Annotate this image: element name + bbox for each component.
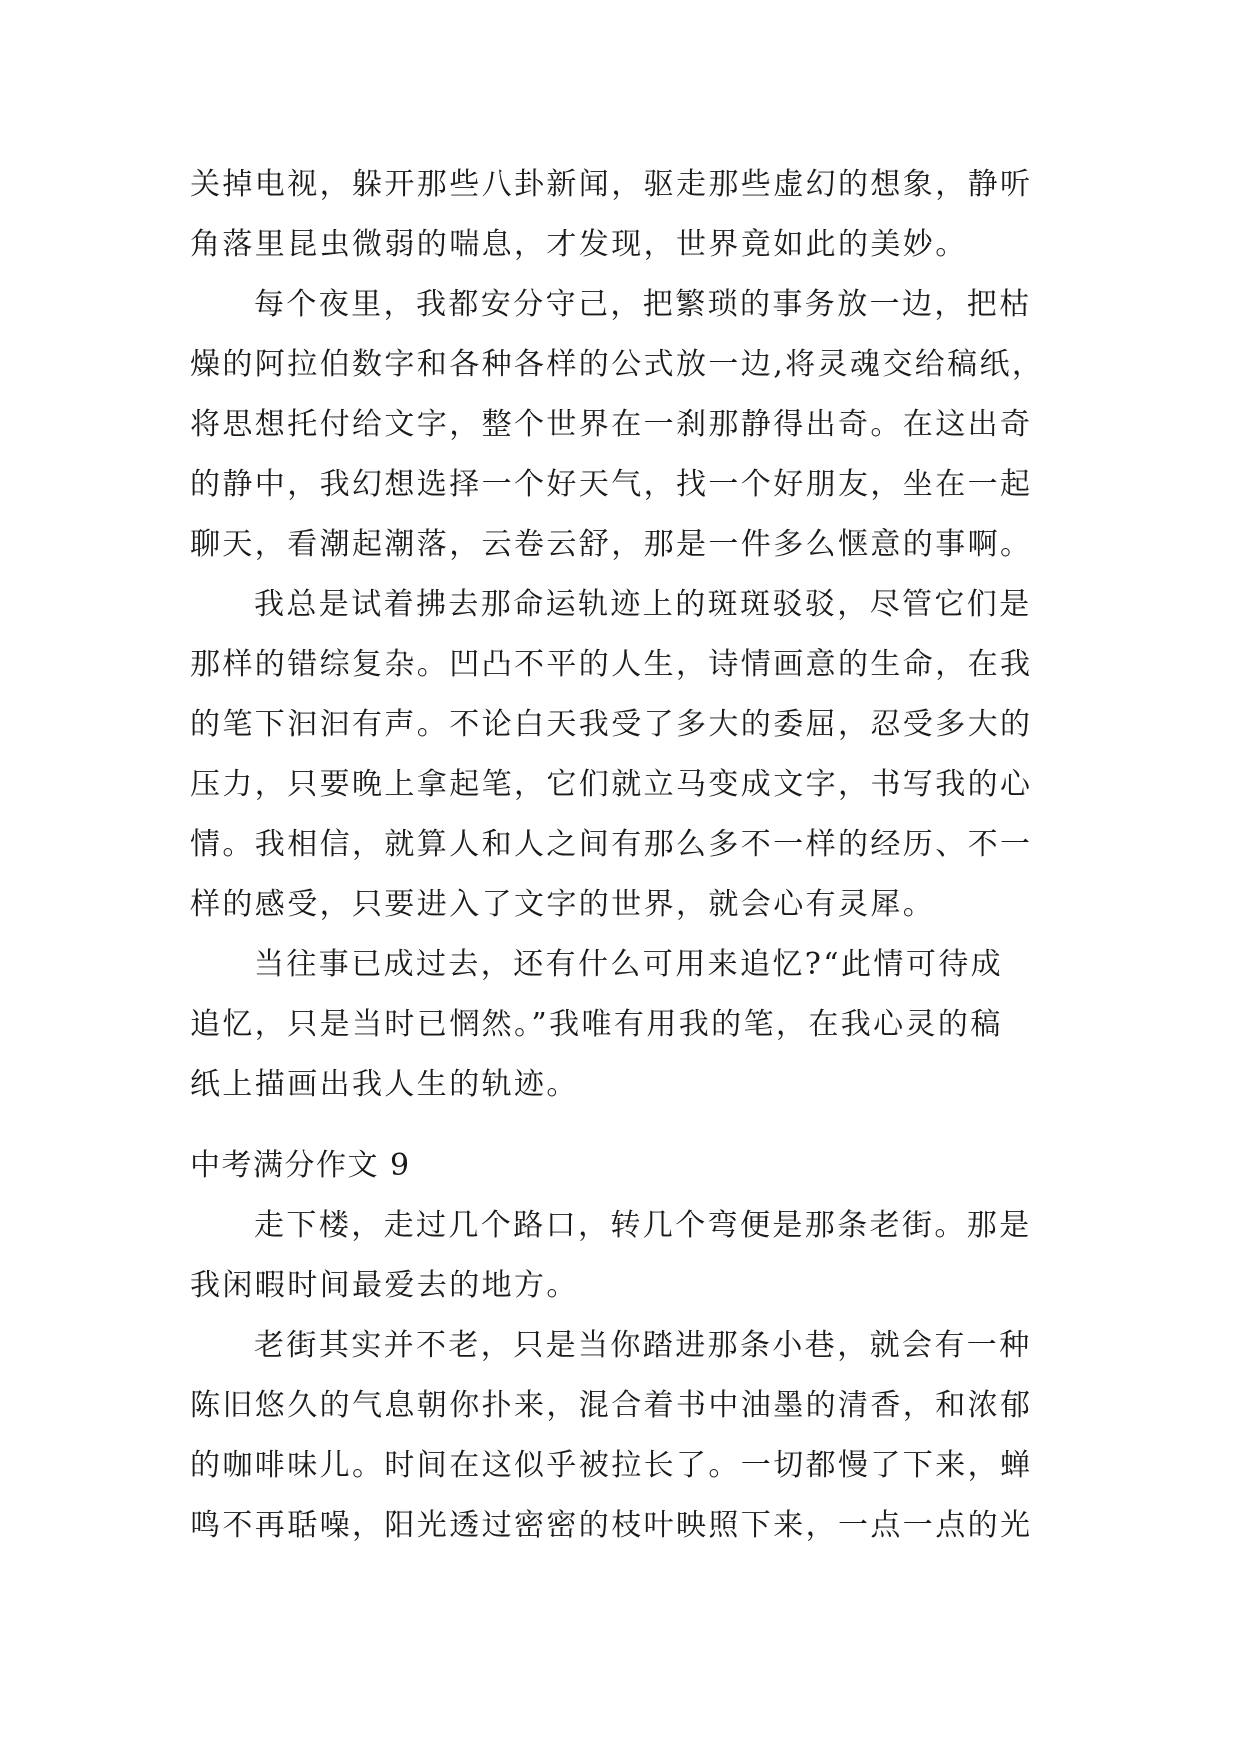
text-line: 将思想托付给文字，整个世界在一刹那静得出奇。在这出奇	[190, 407, 1033, 442]
text-line: 陈旧悠久的气息朝你扑来，混合着书中油墨的清香，和浓郁	[190, 1388, 1033, 1423]
text-line: 聊天，看潮起潮落，云卷云舒，那是一件多么惬意的事啊。	[190, 527, 1033, 562]
text-line: 那样的错综复杂。凹凸不平的人生，诗情画意的生命，在我	[190, 647, 1033, 682]
paragraph-start-line: 我总是试着拂去那命运轨迹上的斑斑驳驳，尽管它们是	[254, 587, 1032, 622]
paragraph-start-line: 老街其实并不老，只是当你踏进那条小巷，就会有一种	[254, 1328, 1032, 1363]
text-line: 样的感受，只要进入了文字的世界，就会心有灵犀。	[190, 887, 936, 922]
text-line: 关掉电视，躲开那些八卦新闻，驱走那些虚幻的想象，静听	[190, 167, 1033, 202]
paragraph-start-line: 走下楼，走过几个路口，转几个弯便是那条老街。那是	[254, 1208, 1032, 1243]
text-line: 鸣不再聒噪，阳光透过密密的枝叶映照下来，一点一点的光	[190, 1508, 1033, 1543]
text-line: 的咖啡味儿。时间在这似乎被拉长了。一切都慢了下来，蝉	[190, 1448, 1033, 1483]
text-line: 我闲暇时间最爱去的地方。	[190, 1268, 579, 1303]
text-line: 角落里昆虫微弱的喘息，才发现，世界竟如此的美妙。	[190, 227, 968, 262]
essay-body-section-1	[190, 155, 1060, 1115]
text-line: 情。我相信，就算人和人之间有那么多不一样的经历、不一	[190, 827, 1033, 862]
text-line: 纸上描画出我人生的轨迹。	[190, 1067, 579, 1102]
text-line: 燥的阿拉伯数字和各种各样的公式放一边,将灵魂交给稿纸，	[190, 347, 1045, 382]
paragraph-start-line: 每个夜里，我都安分守己，把繁琐的事务放一边，把枯	[254, 287, 1032, 322]
text-line: 追忆，只是当时已惘然。”我唯有用我的笔，在我心灵的稿	[190, 1007, 1003, 1042]
text-line: 压力，只要晚上拿起笔，它们就立马变成文字，书写我的心	[190, 767, 1033, 802]
paragraph-start-line: 当往事已成过去，还有什么可用来追忆?“此情可待成	[254, 947, 1004, 982]
essay-heading: 中考满分作文 9	[190, 1148, 411, 1183]
essay-body-section-2	[190, 1196, 1060, 1556]
text-line: 的静中，我幻想选择一个好天气，找一个好朋友，坐在一起	[190, 467, 1033, 502]
text-line: 的笔下汩汩有声。不论白天我受了多大的委屈，忍受多大的	[190, 707, 1033, 742]
